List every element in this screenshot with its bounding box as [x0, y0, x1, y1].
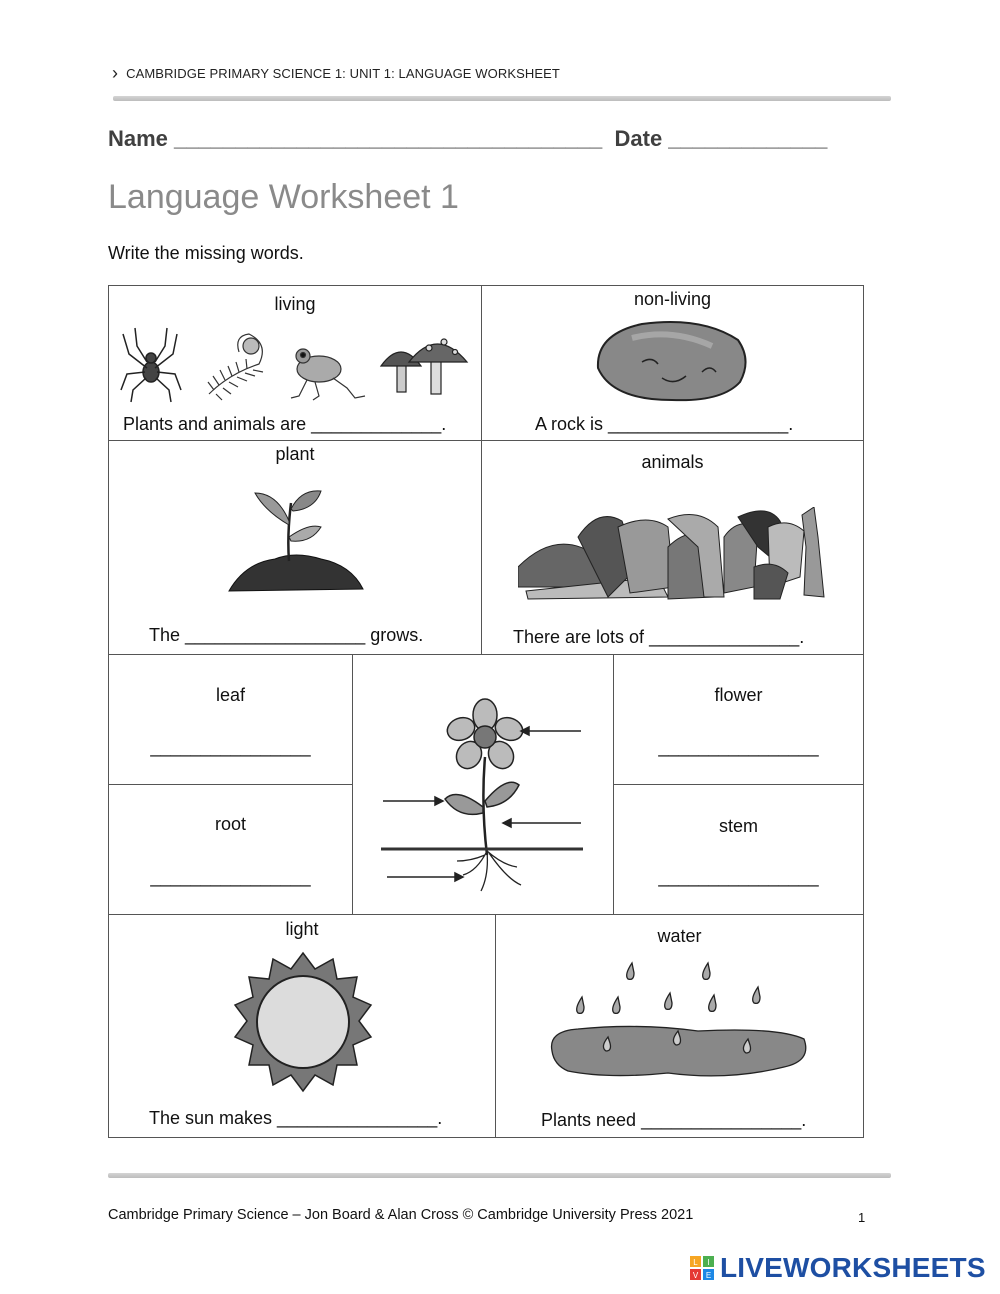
page-header: [112, 64, 560, 82]
cell-animals: [481, 440, 864, 655]
seedling-icon: [225, 485, 365, 597]
page-number: 1: [858, 1210, 866, 1225]
flower-diagram: [377, 695, 587, 895]
cell-plant-diagram: [352, 654, 614, 915]
cell-sentence: The __________________ grows.: [149, 625, 424, 645]
svg-text:I: I: [707, 1258, 710, 1267]
cell-label: animals: [641, 452, 704, 472]
cell-water: [495, 914, 864, 1138]
cell-non-living: [481, 285, 864, 441]
logo-text: LIVEWORKSHEETS: [720, 1252, 986, 1283]
instruction: Write the missing words.: [108, 243, 304, 263]
rock-icon: [592, 316, 752, 406]
cell-label: non-living: [633, 289, 712, 309]
fern-icon: [208, 334, 263, 400]
svg-text:L: L: [693, 1258, 698, 1267]
cell-label: stem: [718, 816, 758, 836]
svg-text:E: E: [705, 1271, 712, 1280]
cell-leaf: [108, 654, 353, 785]
footer-credit: Cambridge Primary Science – Jon Board & Alan Cross © Cambridge University Press 2021: [108, 1207, 694, 1223]
name-date-line: Name ___________________________________ Date _____________: [108, 126, 828, 151]
cell-flower: [613, 654, 864, 785]
svg-text:V: V: [692, 1271, 699, 1280]
sun-icon: [231, 951, 375, 1095]
cell-sentence: Plants and animals are _____________.: [123, 414, 447, 434]
answer-blank[interactable]: ________________: [150, 737, 311, 757]
mushroom-icon: [381, 339, 467, 394]
cell-sentence: A rock is __________________.: [535, 414, 794, 434]
cell-label: water: [657, 926, 702, 946]
answer-blank[interactable]: ________________: [150, 867, 311, 887]
footer-divider: [108, 1173, 891, 1178]
cell-light: [108, 914, 496, 1138]
cell-stem: [613, 784, 864, 915]
liveworksheets-logo[interactable]: [690, 1252, 986, 1284]
cell-label: light: [285, 919, 319, 939]
cell-plant: [108, 440, 482, 655]
rain-puddle-icon: [548, 957, 812, 1087]
liveworksheets-logo-icon: [690, 1256, 714, 1280]
cell-sentence: There are lots of _______________.: [513, 627, 805, 647]
spider-icon: [121, 328, 181, 402]
cell-root: [108, 784, 353, 915]
answer-blank[interactable]: ________________: [658, 867, 819, 887]
breadcrumb: CAMBRIDGE PRIMARY SCIENCE 1: UNIT 1: LANGUAGE WORKSHEET: [126, 65, 560, 81]
cell-living: [108, 285, 482, 441]
header-divider: [113, 96, 891, 101]
answer-blank[interactable]: ________________: [658, 737, 819, 757]
cell-label: flower: [714, 685, 763, 705]
cell-label: living: [274, 294, 316, 314]
cell-sentence: The sun makes ________________.: [149, 1108, 443, 1128]
animals-illustration: [518, 507, 830, 603]
cell-sentence: Plants need ________________.: [541, 1110, 807, 1130]
living-things-illustration: [119, 324, 479, 404]
frog-icon: [291, 349, 365, 400]
cell-label: root: [214, 814, 247, 834]
page-title: Language Worksheet 1: [108, 178, 459, 216]
chevron-right-icon: ›: [112, 63, 119, 83]
cell-label: plant: [275, 444, 315, 464]
cell-label: leaf: [215, 685, 246, 705]
